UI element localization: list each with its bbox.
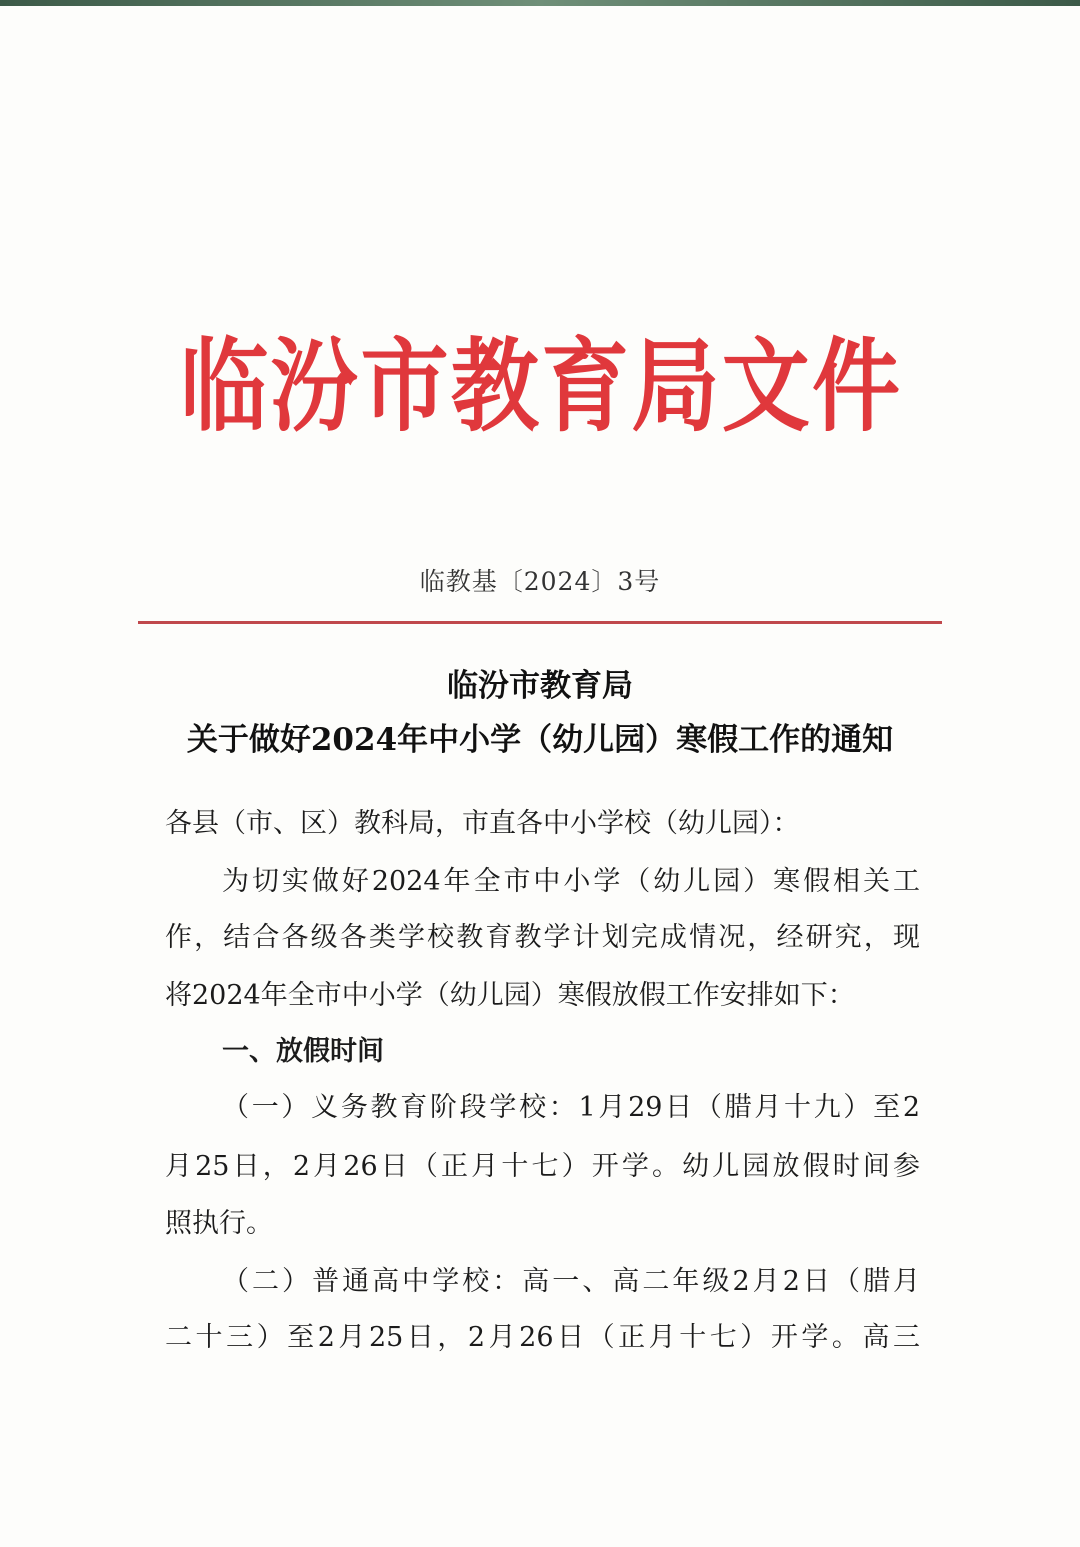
body-line: （一）义务教育阶段学校：1月29日（腊月十九）至2	[222, 1092, 920, 1123]
body-line: 照执行。	[165, 1208, 273, 1239]
body-line: 为切实做好2024年全市中小学（幼儿园）寒假相关工	[222, 866, 920, 897]
body-line: 将2024年全市中小学（幼儿园）寒假放假工作安排如下：	[165, 980, 855, 1011]
body-line: 二十三）至2月25日，2月26日（正月十七）开学。高三	[165, 1322, 920, 1353]
document-page	[0, 6, 1080, 1547]
addressee: 各县（市、区）教科局，市直各中小学校（幼儿园）：	[165, 808, 800, 839]
notice-issuer: 临汾市教育局	[447, 668, 633, 704]
section-heading: 一、放假时间	[222, 1036, 384, 1067]
document-number: 临教基〔2024〕3号	[419, 567, 661, 596]
red-header-title: 临汾市教育局文件	[180, 327, 900, 446]
body-line: （二）普通高中学校：高一、高二年级2月2日（腊月	[222, 1266, 920, 1297]
red-divider	[138, 621, 942, 624]
notice-title: 关于做好2024年中小学（幼儿园）寒假工作的通知	[186, 722, 894, 758]
body-line: 作，结合各级各类学校教育教学计划完成情况，经研究，现	[165, 922, 920, 953]
body-line: 月25日，2月26日（正月十七）开学。幼儿园放假时间参	[165, 1151, 920, 1182]
